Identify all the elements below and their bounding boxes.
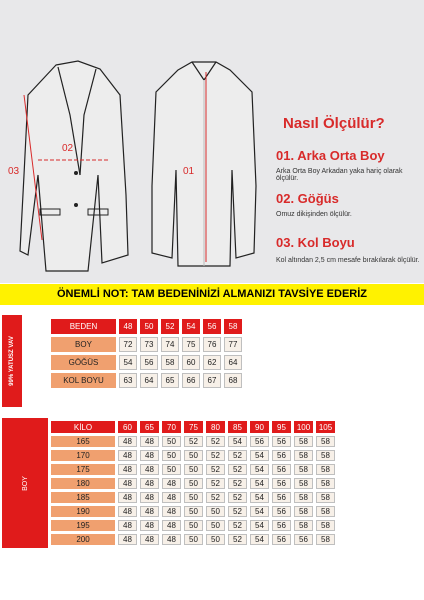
table-cell: 52 <box>206 450 225 461</box>
table-header-cell: 95 <box>272 421 291 433</box>
table-cell: 58 <box>316 520 335 531</box>
table-cell: 52 <box>228 534 247 545</box>
table-cell: 48 <box>140 464 159 475</box>
table-header-cell: 50 <box>140 319 158 334</box>
table-cell: 52 <box>228 492 247 503</box>
table-row <box>51 478 335 489</box>
table-header-cell: 58 <box>224 319 242 334</box>
table-cell: 64 <box>224 355 242 370</box>
table-row <box>51 373 242 388</box>
table-cell: 48 <box>118 464 137 475</box>
table-cell: 48 <box>118 450 137 461</box>
table-cell: 56 <box>272 520 291 531</box>
section-title: Nasıl Ölçülür? <box>283 115 385 132</box>
table-cell: 58 <box>316 492 335 503</box>
table-cell: 74 <box>161 337 179 352</box>
table-row <box>51 436 335 447</box>
table-cell: 48 <box>162 492 181 503</box>
table-cell: 54 <box>250 478 269 489</box>
table-cell: 58 <box>316 534 335 545</box>
table-cell: 58 <box>316 436 335 447</box>
table-cell: 52 <box>206 464 225 475</box>
table-header-cell: 70 <box>162 421 181 433</box>
table-header-cell: 54 <box>182 319 200 334</box>
table-cell: 52 <box>228 450 247 461</box>
table-header-cell: 80 <box>206 421 225 433</box>
measure-heading-3: 03. Kol Boyu <box>276 235 355 250</box>
table-cell: 63 <box>119 373 137 388</box>
measure-label-01: 01 <box>183 166 195 177</box>
table-cell: 67 <box>203 373 221 388</box>
table-row-label: 200 <box>51 534 115 545</box>
table-cell: 54 <box>119 355 137 370</box>
table-cell: 50 <box>184 492 203 503</box>
table-row-label: 190 <box>51 506 115 517</box>
table-row <box>51 450 335 461</box>
table-cell: 48 <box>140 520 159 531</box>
measure-label-03: 03 <box>8 166 20 177</box>
table-cell: 48 <box>118 436 137 447</box>
table-row <box>51 355 242 370</box>
table-cell: 52 <box>228 506 247 517</box>
table-cell: 58 <box>294 436 313 447</box>
table-cell: 56 <box>272 478 291 489</box>
table-cell: 52 <box>206 478 225 489</box>
table-cell: 54 <box>228 436 247 447</box>
table-cell: 72 <box>119 337 137 352</box>
measure-label-02: 02 <box>62 143 74 154</box>
table-cell: 50 <box>184 534 203 545</box>
table-row-label: 165 <box>51 436 115 447</box>
table-header-cell: 65 <box>140 421 159 433</box>
table-cell: 48 <box>140 436 159 447</box>
table-cell: 52 <box>228 478 247 489</box>
table-header-cell: 52 <box>161 319 179 334</box>
table-header-cell: BEDEN <box>51 319 116 334</box>
table-cell: 52 <box>206 492 225 503</box>
table-cell: 56 <box>272 436 291 447</box>
table-row <box>51 506 335 517</box>
table-cell: 50 <box>184 464 203 475</box>
table-cell: 48 <box>118 478 137 489</box>
table-cell: 58 <box>294 492 313 503</box>
table-cell: 48 <box>162 506 181 517</box>
table-cell: 48 <box>140 478 159 489</box>
table-cell: 65 <box>161 373 179 388</box>
table-cell: 50 <box>206 534 225 545</box>
table-cell: 48 <box>118 492 137 503</box>
table-row <box>51 534 335 545</box>
table-cell: 58 <box>294 450 313 461</box>
measure-desc-3: Kol altından 2,5 cm mesafe bırakılarak ölçülür. <box>276 257 420 264</box>
table-row-label: 185 <box>51 492 115 503</box>
table-cell: 52 <box>184 436 203 447</box>
table-row <box>51 421 335 433</box>
table-cell: 75 <box>182 337 200 352</box>
notice-banner: ÖNEMLİ NOT: TAM BEDENİNİZİ ALMANIZI TAVSİYE EDERİZ <box>0 284 424 305</box>
table-header-cell: 60 <box>118 421 137 433</box>
table-cell: 76 <box>203 337 221 352</box>
how-to-measure-panel <box>0 0 424 283</box>
table-cell: 48 <box>118 506 137 517</box>
table-header-cell: 85 <box>228 421 247 433</box>
fit-table-side-label: BOY <box>2 418 48 548</box>
table-cell: 68 <box>224 373 242 388</box>
table-cell: 50 <box>162 436 181 447</box>
table-cell: 56 <box>250 436 269 447</box>
measure-heading-1: 01. Arka Orta Boy <box>276 148 385 163</box>
table-cell: 56 <box>272 534 291 545</box>
table-cell: 50 <box>206 506 225 517</box>
size-table-side-label: 99% YATUSZ VAV <box>2 315 22 407</box>
table-cell: 58 <box>316 506 335 517</box>
table-row-label: GÖĞÜS <box>51 355 116 370</box>
table-row-label: BOY <box>51 337 116 352</box>
measure-desc-2: Omuz dikişinden ölçülür. <box>276 211 352 218</box>
table-row <box>51 520 335 531</box>
table-row <box>51 464 335 475</box>
table-cell: 48 <box>118 520 137 531</box>
table-cell: 48 <box>118 534 137 545</box>
table-cell: 50 <box>184 506 203 517</box>
size-table <box>48 316 245 391</box>
table-cell: 56 <box>140 355 158 370</box>
measure-desc-1: Arka Orta Boy Arkadan yaka hariç olarak ölçülür. <box>276 168 403 182</box>
table-cell: 50 <box>206 520 225 531</box>
table-cell: 58 <box>316 450 335 461</box>
table-row-label: 175 <box>51 464 115 475</box>
table-cell: 50 <box>162 464 181 475</box>
table-cell: 56 <box>272 506 291 517</box>
table-cell: 48 <box>162 478 181 489</box>
table-row <box>51 337 242 352</box>
table-row-label: 180 <box>51 478 115 489</box>
table-cell: 77 <box>224 337 242 352</box>
table-cell: 73 <box>140 337 158 352</box>
measure-lines <box>0 0 424 283</box>
table-row-label: KOL BOYU <box>51 373 116 388</box>
table-cell: 48 <box>140 506 159 517</box>
table-cell: 50 <box>184 520 203 531</box>
table-row-label: 170 <box>51 450 115 461</box>
measure-heading-2: 02. Göğüs <box>276 191 339 206</box>
table-cell: 48 <box>140 450 159 461</box>
table-row <box>51 319 242 334</box>
table-row-label: 195 <box>51 520 115 531</box>
table-header-cell: 56 <box>203 319 221 334</box>
table-cell: 54 <box>250 492 269 503</box>
table-cell: 58 <box>294 506 313 517</box>
table-cell: 50 <box>184 450 203 461</box>
table-cell: 52 <box>228 520 247 531</box>
table-cell: 50 <box>184 478 203 489</box>
table-header-cell: 75 <box>184 421 203 433</box>
table-cell: 56 <box>272 492 291 503</box>
table-cell: 52 <box>228 464 247 475</box>
table-cell: 58 <box>316 478 335 489</box>
table-cell: 54 <box>250 520 269 531</box>
table-cell: 48 <box>140 492 159 503</box>
table-cell: 66 <box>182 373 200 388</box>
table-cell: 64 <box>140 373 158 388</box>
table-cell: 48 <box>162 534 181 545</box>
table-cell: 58 <box>294 478 313 489</box>
table-cell: 48 <box>162 520 181 531</box>
table-cell: 62 <box>203 355 221 370</box>
table-header-cell: 90 <box>250 421 269 433</box>
table-row <box>51 492 335 503</box>
table-header-cell: 100 <box>294 421 313 433</box>
table-cell: 56 <box>294 534 313 545</box>
table-cell: 58 <box>161 355 179 370</box>
table-cell: 54 <box>250 450 269 461</box>
table-cell: 48 <box>140 534 159 545</box>
table-header-cell: 48 <box>119 319 137 334</box>
table-cell: 58 <box>294 520 313 531</box>
table-cell: 58 <box>294 464 313 475</box>
table-cell: 52 <box>206 436 225 447</box>
table-cell: 54 <box>250 464 269 475</box>
table-header-cell: 105 <box>316 421 335 433</box>
table-cell: 54 <box>250 534 269 545</box>
table-header-cell: KİLO <box>51 421 115 433</box>
table-cell: 56 <box>272 464 291 475</box>
table-cell: 54 <box>250 506 269 517</box>
table-cell: 58 <box>316 464 335 475</box>
table-cell: 56 <box>272 450 291 461</box>
table-cell: 50 <box>162 450 181 461</box>
table-cell: 60 <box>182 355 200 370</box>
fit-table <box>48 418 338 548</box>
